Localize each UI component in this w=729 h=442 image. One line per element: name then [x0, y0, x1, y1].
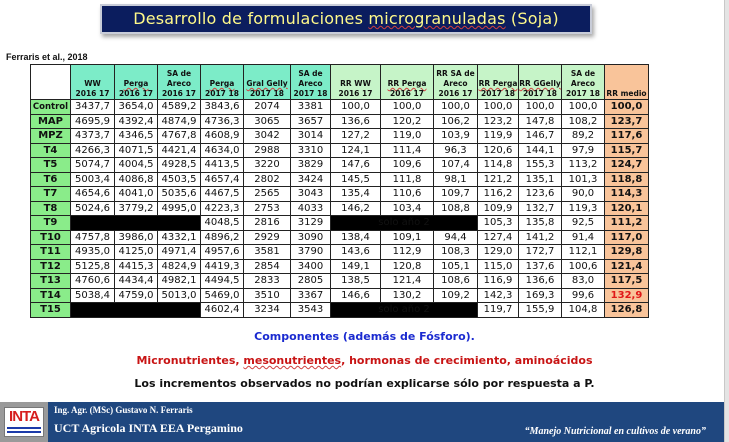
data-cell: 5003,4 [71, 172, 115, 187]
data-cell: 112,1 [562, 245, 605, 260]
data-cell: 121,4 [381, 274, 434, 289]
data-cell: 4071,5 [115, 143, 158, 158]
data-cell: 108,3 [434, 245, 478, 260]
data-cell: 5125,8 [71, 259, 115, 274]
data-cell: 99,6 [562, 288, 605, 303]
data-cell: 4033 [291, 201, 331, 216]
table-row [31, 245, 649, 260]
data-cell: 96,3 [434, 143, 478, 158]
column-header-name: RR medio [606, 89, 647, 98]
data-cell: 146,7 [519, 129, 562, 144]
column-header-name: WW [84, 79, 101, 88]
data-cell: 90,0 [562, 187, 605, 202]
row-header: MPZ [31, 129, 71, 144]
row-header: Control [31, 100, 71, 115]
column-header [71, 65, 115, 100]
data-cell: 4602,4 [201, 303, 244, 318]
data-cell: 116,9 [478, 274, 519, 289]
data-cell: 3829 [291, 158, 331, 173]
data-cell: 121,2 [478, 172, 519, 187]
data-cell: 135,4 [331, 187, 381, 202]
data-cell: 5013,0 [158, 288, 201, 303]
table-row [31, 114, 649, 129]
data-cell: 4346,5 [115, 129, 158, 144]
data-cell: 101,3 [562, 172, 605, 187]
data-cell: 3657 [291, 114, 331, 129]
column-header-name: RR Perga [478, 79, 518, 88]
data-cell: 120,6 [478, 143, 519, 158]
data-cell: 4266,3 [71, 143, 115, 158]
data-cell: 123,6 [519, 187, 562, 202]
data-cell: 123,2 [478, 114, 519, 129]
data-cell: 2833 [244, 274, 291, 289]
no-data-cell [71, 303, 201, 318]
conclusion-note: Los incrementos observados no podrían explicarse sólo por respuesta a P. [134, 377, 595, 390]
rr-medio-cell: 117,0 [605, 230, 649, 245]
data-cell: 3129 [291, 216, 331, 231]
inta-logo-text: INTA [9, 408, 39, 425]
data-cell: 4413,5 [201, 158, 244, 173]
row-header: T14 [31, 288, 71, 303]
data-cell: 4657,4 [201, 172, 244, 187]
rr-medio-cell: 124,7 [605, 158, 649, 173]
results-table [30, 64, 649, 318]
table-row [31, 172, 649, 187]
data-cell: 3790 [291, 245, 331, 260]
data-cell: 4896,2 [201, 230, 244, 245]
data-cell: 149,1 [331, 259, 381, 274]
column-header-name: Perga [123, 79, 149, 88]
data-cell: 143,6 [331, 245, 381, 260]
data-cell: 130,2 [381, 288, 434, 303]
data-cell: 142,3 [478, 288, 519, 303]
data-cell: 3220 [244, 158, 291, 173]
data-cell: 4608,9 [201, 129, 244, 144]
data-cell: 119,3 [562, 201, 605, 216]
slide-title [100, 4, 592, 34]
column-header-years: 2016 17 [162, 89, 196, 98]
data-cell: 3843,6 [201, 100, 244, 115]
data-cell: 144,1 [519, 143, 562, 158]
data-cell: 98,1 [434, 172, 478, 187]
rr-medio-cell: 117,5 [605, 274, 649, 289]
data-cell: 108,8 [434, 201, 478, 216]
data-cell: 3543 [291, 303, 331, 318]
title-text-underlined: microgranuladas [368, 9, 506, 28]
spellcheck-word: mesonutrientes [243, 354, 342, 367]
table-row [31, 274, 649, 289]
row-header: MAP [31, 114, 71, 129]
data-cell: 100,6 [562, 259, 605, 274]
column-header [158, 65, 201, 100]
rr-medio-cell: 126,8 [605, 303, 649, 318]
data-cell: 3779,2 [115, 201, 158, 216]
table-row [31, 187, 649, 202]
corner-cell [31, 65, 71, 100]
row-header: T8 [31, 201, 71, 216]
data-cell: 3043 [291, 187, 331, 202]
data-cell: 2565 [244, 187, 291, 202]
data-cell: 3014 [291, 129, 331, 144]
column-header [562, 65, 605, 100]
column-header-name: SA de Areco [570, 69, 596, 88]
data-cell: 4654,6 [71, 187, 115, 202]
data-cell: 3510 [244, 288, 291, 303]
data-cell: 136,6 [519, 274, 562, 289]
column-header-years: 2016 17 [75, 89, 110, 98]
data-cell: 120,2 [381, 114, 434, 129]
table-row [31, 129, 649, 144]
data-cell: 105,3 [478, 216, 519, 231]
column-header-years: 2017 18 [205, 89, 239, 98]
data-cell: 107,4 [434, 158, 478, 173]
table-row [31, 230, 649, 245]
slide-edge [724, 0, 729, 442]
data-cell: 119,9 [478, 129, 519, 144]
inta-logo-frame [0, 402, 48, 442]
data-cell: 2753 [244, 201, 291, 216]
row-header: T5 [31, 158, 71, 173]
data-cell: 4874,9 [158, 114, 201, 129]
table-row [31, 288, 649, 303]
data-cell: 136,6 [331, 114, 381, 129]
data-cell: 5469,0 [201, 288, 244, 303]
data-cell: 137,6 [519, 259, 562, 274]
column-header-years: 2017 18 [566, 89, 600, 98]
rr-medio-cell: 117,6 [605, 129, 649, 144]
data-cell: 5035,6 [158, 187, 201, 202]
data-cell: 2854 [244, 259, 291, 274]
data-cell: 109,7 [434, 187, 478, 202]
column-header-years: 2017 18 [250, 89, 284, 98]
data-cell: 4223,3 [201, 201, 244, 216]
data-cell: 4503,5 [158, 172, 201, 187]
data-cell: 109,9 [478, 201, 519, 216]
data-cell: 2074 [244, 100, 291, 115]
data-cell: 4048,5 [201, 216, 244, 231]
data-cell: 127,4 [478, 230, 519, 245]
logo-stripe [7, 431, 41, 433]
solo-year-2-cell: solo año 2 [331, 303, 478, 318]
data-cell: 109,2 [434, 288, 478, 303]
data-cell: 4982,1 [158, 274, 201, 289]
data-cell: 92,5 [562, 216, 605, 231]
data-cell: 4004,5 [115, 158, 158, 173]
rr-medio-cell: 111,2 [605, 216, 649, 231]
footer-bar [0, 402, 724, 442]
data-cell: 3424 [291, 172, 331, 187]
data-cell: 146,6 [331, 288, 381, 303]
data-cell: 3437,7 [71, 100, 115, 115]
column-header [244, 65, 291, 100]
data-cell: 145,5 [331, 172, 381, 187]
data-cell: 89,2 [562, 129, 605, 144]
column-header-name: Perga [209, 79, 235, 88]
data-cell: 3400 [291, 259, 331, 274]
data-cell: 104,8 [562, 303, 605, 318]
table-row [31, 259, 649, 274]
data-cell: 4995,0 [158, 201, 201, 216]
inta-logo-icon [4, 407, 44, 437]
data-cell: 4634,0 [201, 143, 244, 158]
data-cell: 3042 [244, 129, 291, 144]
solo-year-2-cell: solo año 2 [331, 216, 478, 231]
data-cell: 4467,5 [201, 187, 244, 202]
rr-medio-cell: 115,7 [605, 143, 649, 158]
data-cell: 100,0 [478, 100, 519, 115]
row-header: T11 [31, 245, 71, 260]
column-header [115, 65, 158, 100]
column-header [381, 65, 434, 100]
data-cell: 3381 [291, 100, 331, 115]
data-cell: 2805 [291, 274, 331, 289]
data-cell: 155,9 [519, 303, 562, 318]
data-cell: 116,2 [478, 187, 519, 202]
data-cell: 146,2 [331, 201, 381, 216]
data-cell: 2929 [244, 230, 291, 245]
components-note: Componentes (además de Fósforo). [254, 330, 475, 343]
data-cell: 112,9 [381, 245, 434, 260]
data-cell: 4421,4 [158, 143, 201, 158]
data-cell: 138,5 [331, 274, 381, 289]
data-cell: 3986,0 [115, 230, 158, 245]
row-header: T4 [31, 143, 71, 158]
data-cell: 100,0 [381, 100, 434, 115]
data-cell: 4759,0 [115, 288, 158, 303]
data-cell: 155,3 [519, 158, 562, 173]
data-cell: 4332,1 [158, 230, 201, 245]
column-header-years: 2016 17 [390, 89, 424, 98]
citation: Ferraris et al., 2018 [6, 52, 88, 62]
data-cell: 4041,0 [115, 187, 158, 202]
column-header-name: RR SA de Areco [436, 69, 475, 88]
row-header: T15 [31, 303, 71, 318]
rr-medio-cell: 129,8 [605, 245, 649, 260]
data-cell: 4757,8 [71, 230, 115, 245]
data-cell: 3310 [291, 143, 331, 158]
rr-medio-cell: 123,7 [605, 114, 649, 129]
row-header: T9 [31, 216, 71, 231]
data-cell: 4589,2 [158, 100, 201, 115]
table-row [31, 143, 649, 158]
data-cell: 4373,7 [71, 129, 115, 144]
column-header [478, 65, 519, 100]
data-cell: 111,8 [381, 172, 434, 187]
column-header-name: Gral Gelly [246, 79, 288, 88]
rr-medio-cell: 121,4 [605, 259, 649, 274]
data-cell: 100,0 [331, 100, 381, 115]
data-cell: 172,7 [519, 245, 562, 260]
row-header: T10 [31, 230, 71, 245]
data-cell: 100,0 [519, 100, 562, 115]
table-row [31, 216, 649, 231]
data-cell: 103,9 [434, 129, 478, 144]
data-cell: 2816 [244, 216, 291, 231]
rr-medio-cell: 120,1 [605, 201, 649, 216]
data-cell: 4695,9 [71, 114, 115, 129]
data-cell: 120,8 [381, 259, 434, 274]
column-header [201, 65, 244, 100]
column-header [519, 65, 562, 100]
row-header: T6 [31, 172, 71, 187]
column-header-years: 2016 17 [438, 89, 473, 98]
data-cell: 124,1 [331, 143, 381, 158]
column-header-years: 2017 18 [293, 89, 328, 98]
data-cell: 4736,3 [201, 114, 244, 129]
data-cell: 4971,4 [158, 245, 201, 260]
column-header [605, 65, 649, 100]
rr-medio-cell: 118,8 [605, 172, 649, 187]
data-cell: 147,6 [331, 158, 381, 173]
table-row [31, 158, 649, 173]
column-header [331, 65, 381, 100]
nutrients-text: Micronutrientes, mesonutrientes, hormonas de crecimiento, aminoácidos [136, 354, 593, 367]
data-cell: 113,2 [562, 158, 605, 173]
column-header-years: 2017 18 [481, 89, 515, 98]
data-cell: 138,4 [331, 230, 381, 245]
data-cell: 100,0 [434, 100, 478, 115]
nutrients-note [0, 354, 729, 367]
data-cell: 111,4 [381, 143, 434, 158]
column-header-years: 2017 18 [523, 89, 557, 98]
data-cell: 100,0 [562, 100, 605, 115]
data-cell: 5038,4 [71, 288, 115, 303]
data-cell: 2802 [244, 172, 291, 187]
title-text-pre: Desarrollo de formulaciones [133, 9, 369, 28]
column-header-years: 2016 17 [119, 89, 153, 98]
data-cell: 4392,4 [115, 114, 158, 129]
data-cell: 109,1 [381, 230, 434, 245]
data-cell: 119,7 [478, 303, 519, 318]
data-cell: 106,2 [434, 114, 478, 129]
data-cell: 127,2 [331, 129, 381, 144]
rr-medio-cell: 100,0 [605, 100, 649, 115]
data-cell: 147,8 [519, 114, 562, 129]
data-cell: 169,3 [519, 288, 562, 303]
data-cell: 2988 [244, 143, 291, 158]
data-cell: 4419,3 [201, 259, 244, 274]
table-body [31, 100, 649, 318]
data-cell: 109,6 [381, 158, 434, 173]
data-cell: 3581 [244, 245, 291, 260]
data-cell: 135,8 [519, 216, 562, 231]
data-cell: 4494,5 [201, 274, 244, 289]
column-header-name: RR WW [340, 79, 371, 88]
footer-unit: UCT Agricola INTA EEA Pergamino [54, 421, 243, 435]
data-cell: 4957,6 [201, 245, 244, 260]
row-header: T12 [31, 259, 71, 274]
data-cell: 129,0 [478, 245, 519, 260]
data-cell: 4928,5 [158, 158, 201, 173]
data-cell: 135,1 [519, 172, 562, 187]
column-header-years: 2016 17 [338, 89, 373, 98]
data-cell: 105,1 [434, 259, 478, 274]
rr-medio-cell: 132,9 [605, 288, 649, 303]
data-cell: 108,6 [434, 274, 478, 289]
data-cell: 141,2 [519, 230, 562, 245]
data-cell: 132,7 [519, 201, 562, 216]
column-header-name: RR GGelly [519, 79, 561, 88]
data-cell: 110,6 [381, 187, 434, 202]
data-cell: 3654,0 [115, 100, 158, 115]
logo-stripe [7, 427, 41, 429]
data-cell: 115,0 [478, 259, 519, 274]
column-header-name: RR Perga [387, 79, 427, 88]
table-row [31, 201, 649, 216]
row-header: T13 [31, 274, 71, 289]
data-cell: 3090 [291, 230, 331, 245]
data-cell: 94,4 [434, 230, 478, 245]
row-header: T7 [31, 187, 71, 202]
data-cell: 4415,3 [115, 259, 158, 274]
data-cell: 108,2 [562, 114, 605, 129]
data-cell: 114,8 [478, 158, 519, 173]
data-cell: 103,4 [381, 201, 434, 216]
column-header-name: SA de Areco [298, 69, 323, 88]
data-cell: 4760,6 [71, 274, 115, 289]
column-header [291, 65, 331, 100]
data-cell: 3065 [244, 114, 291, 129]
data-cell: 4125,0 [115, 245, 158, 260]
column-header-name: SA de Areco [166, 69, 192, 88]
data-cell: 83,0 [562, 274, 605, 289]
data-cell: 4824,9 [158, 259, 201, 274]
footer-author: Ing. Agr. (MSc) Gustavo N. Ferraris [54, 405, 193, 415]
data-cell: 91,4 [562, 230, 605, 245]
rr-medio-cell: 114,3 [605, 187, 649, 202]
title-text-post: (Soja) [505, 9, 559, 28]
column-header [434, 65, 478, 100]
table-row [31, 303, 649, 318]
data-cell: 3367 [291, 288, 331, 303]
data-cell: 4434,4 [115, 274, 158, 289]
data-cell: 3234 [244, 303, 291, 318]
no-data-cell [71, 216, 201, 231]
footer-motto: “Manejo Nutricional en cultivos de verano” [524, 426, 706, 437]
data-cell: 97,9 [562, 143, 605, 158]
data-cell: 4935,0 [71, 245, 115, 260]
data-cell: 4086,8 [115, 172, 158, 187]
data-cell: 119,0 [381, 129, 434, 144]
data-cell: 5024,6 [71, 201, 115, 216]
data-cell: 5074,7 [71, 158, 115, 173]
data-cell: 4767,8 [158, 129, 201, 144]
table-header-row [31, 65, 649, 100]
table-row [31, 100, 649, 115]
